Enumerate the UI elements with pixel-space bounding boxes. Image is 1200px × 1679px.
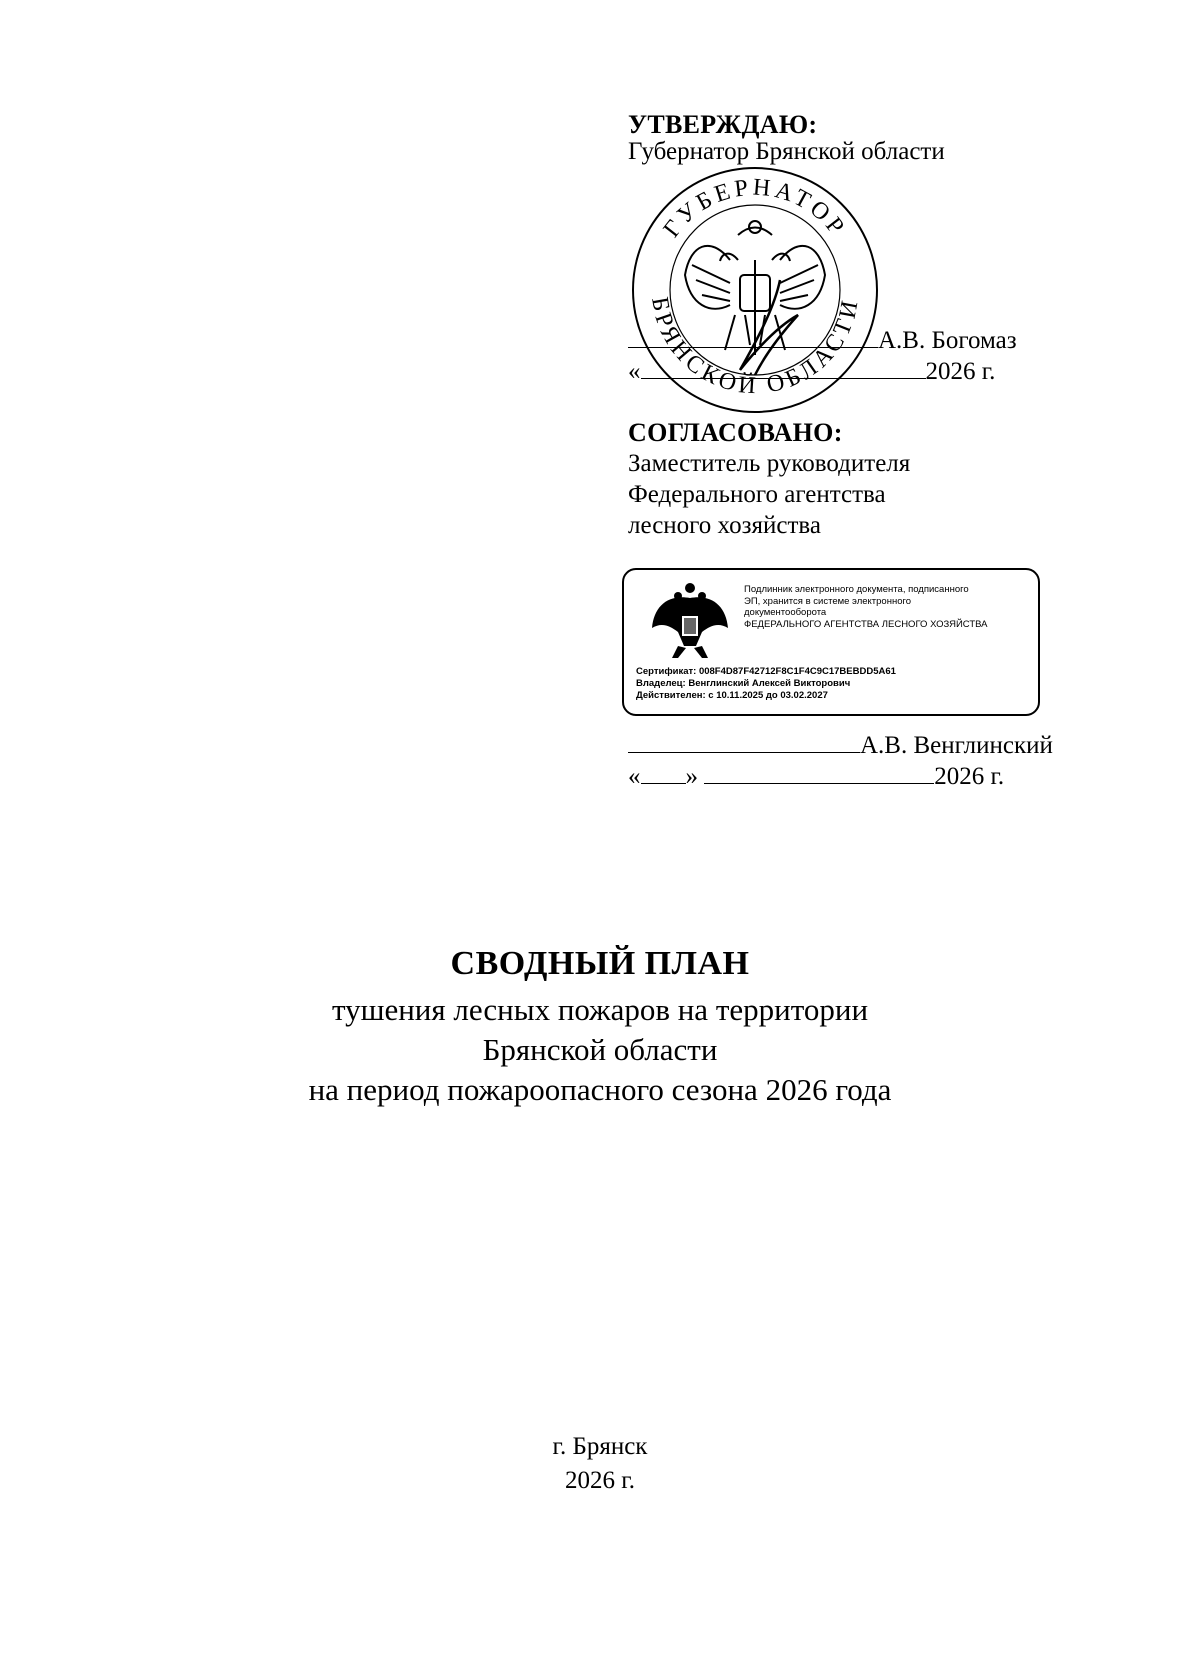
esig-certificate: Сертификат: 008F4D87F42712F8C1F4C9C17BEBDD5A61 <box>636 666 896 677</box>
esig-notice-line-3: документооборота <box>744 607 827 618</box>
esig-notice-line-1: Подлинник электронного документа, подписанного <box>744 584 969 595</box>
agreed-date-line <box>628 763 1004 791</box>
approve-signer-line <box>628 327 1017 355</box>
agreed-position-1: Заместитель руководителя <box>628 450 911 477</box>
seal-text-bottom: БРЯНСКОЙ ОБЛАСТИ <box>646 294 865 400</box>
seal-text-top: ГУБЕРНАТОР <box>658 174 852 243</box>
esig-notice-line-2: ЭП, хранится в системе электронного <box>744 595 912 607</box>
footer-year: 2026 г. <box>565 1467 635 1494</box>
agreed-year: 2026 г. <box>934 763 1005 790</box>
electronic-signature-box <box>622 568 1040 716</box>
eagle-emblem-icon <box>648 576 732 660</box>
document-subtitle-2: Брянской области <box>482 1032 718 1067</box>
document-subtitle-1: тушения лесных пожаров на территории <box>331 992 869 1027</box>
esig-notice-line-4: ФЕДЕРАЛЬНОГО АГЕНТСТВА ЛЕСНОГО ХОЗЯЙСТВА <box>744 618 988 630</box>
document-subtitle-3: на период пожароопасного сезона 2026 года <box>308 1072 892 1107</box>
agreed-position-3: лесного хозяйства <box>628 512 821 539</box>
approve-heading: УТВЕРЖДАЮ: <box>628 110 818 139</box>
agreed-heading: СОГЛАСОВАНО: <box>628 418 843 447</box>
esig-owner: Владелец: Венглинский Алексей Викторович <box>636 678 851 689</box>
document-title: СВОДНЫЙ ПЛАН <box>450 945 750 982</box>
approve-date-line <box>628 358 995 386</box>
agreed-date-open-quote: « <box>628 763 641 790</box>
agreed-signer: А.В. Венглинский <box>860 732 1053 759</box>
approve-date-quote: « <box>628 358 641 385</box>
agreed-position-2: Федерального агентства <box>628 481 886 508</box>
approve-year: 2026 г. <box>925 358 996 385</box>
agreed-date-close-quote: » <box>685 763 698 790</box>
esig-validity: Действителен: с 10.11.2025 до 03.02.2027 <box>636 690 828 701</box>
esig-certificate-info <box>636 666 896 702</box>
footer-city: г. Брянск <box>552 1433 648 1460</box>
agreed-signer-line <box>628 732 1053 760</box>
footer <box>0 1430 1200 1498</box>
esig-notice <box>744 584 1029 630</box>
approve-position: Губернатор Брянской области <box>628 138 945 165</box>
approve-signer: А.В. Богомаз <box>878 327 1017 354</box>
